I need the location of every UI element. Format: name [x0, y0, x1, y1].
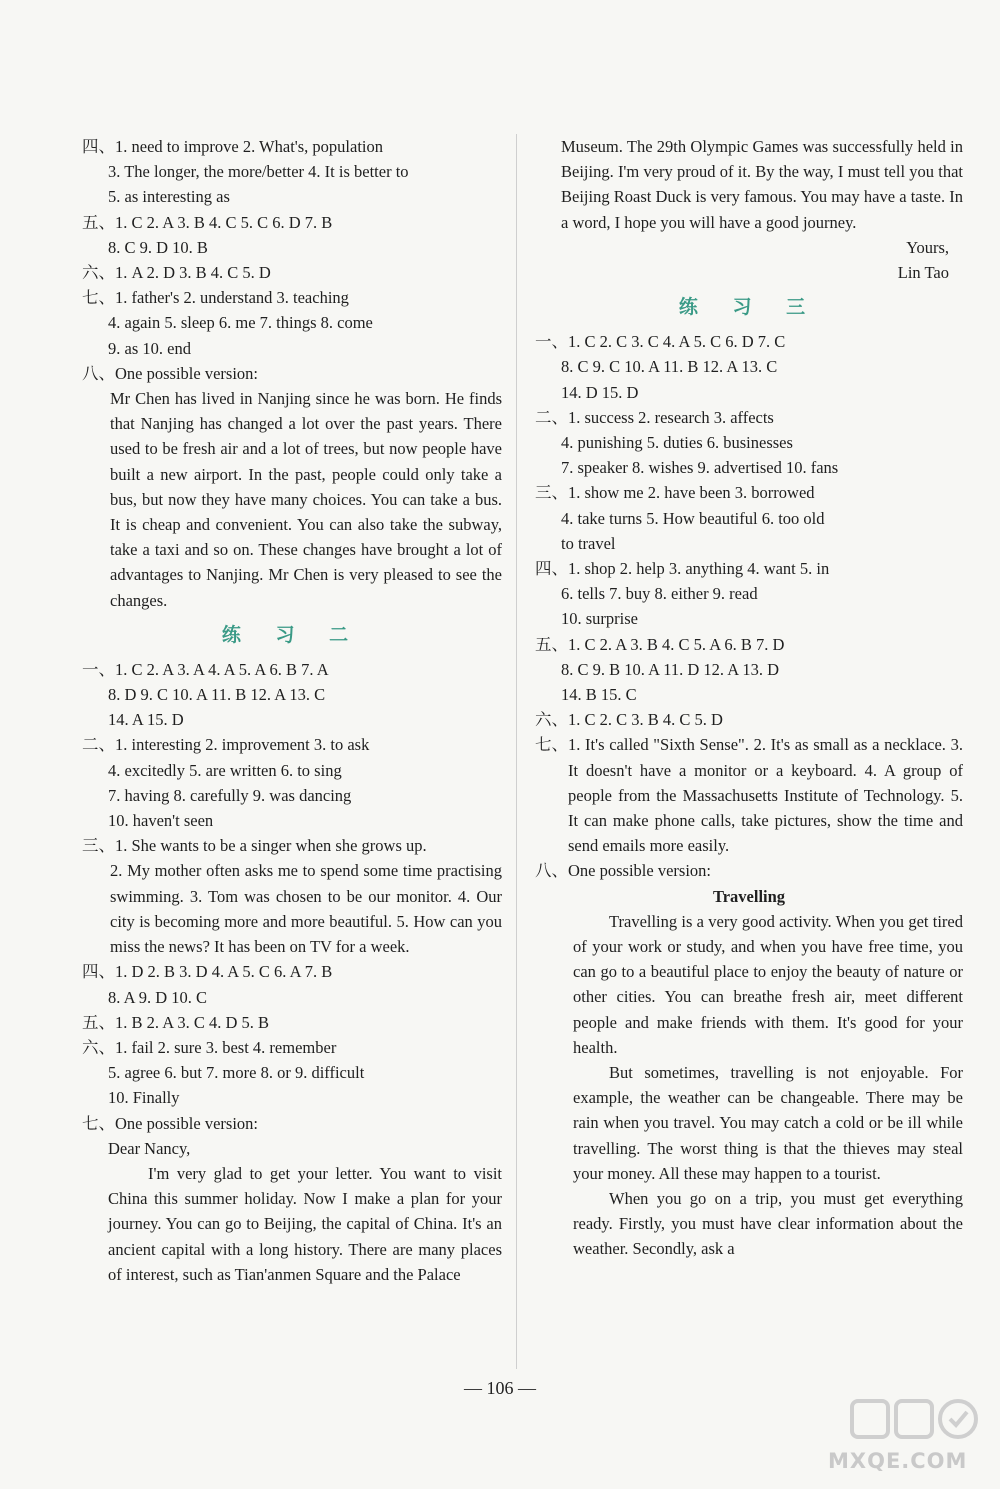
answer-line [535, 380, 963, 405]
answer-line [82, 235, 502, 260]
watermark-text: MXQE.COM [828, 1449, 968, 1473]
answer-text: 14. B 15. C [561, 685, 637, 705]
part-label: 五、 [535, 634, 568, 654]
answer-line [535, 455, 963, 480]
part-label: 六、 [535, 710, 568, 730]
part-label: 四、 [82, 137, 115, 156]
letter-closing: Yours, [906, 237, 949, 257]
answer-line [82, 657, 502, 682]
answer-text: 8. C 9. C 10. A 11. B 12. A 13. C [561, 357, 778, 377]
answer-line [82, 732, 502, 757]
section-title-exercise-2: 练 习 二 [221, 623, 363, 646]
answer-text: 1. show me 2. have been 3. borrowed [568, 483, 815, 503]
answer-text: 4. excitedly 5. are written 6. to sing [108, 760, 342, 780]
answer-text: 10. Finally [108, 1088, 180, 1108]
reading-answers [535, 732, 963, 858]
answer-text: 1. C 2. C 3. C 4. A 5. C 6. D 7. C [568, 332, 786, 352]
answer-text: 1. C 2. A 3. B 4. C 5. C 6. D 7. B [115, 212, 333, 232]
answer-line [535, 632, 963, 657]
answer-text: 1. A 2. D 3. B 4. C 5. D [115, 263, 271, 283]
answer-line [535, 480, 963, 505]
part-label: 四、 [82, 962, 115, 982]
part-label: 三、 [535, 483, 568, 503]
answer-line [535, 657, 963, 682]
part-label: 六、 [82, 1037, 115, 1057]
essay-title: Travelling [712, 886, 786, 906]
part-label: 三、 [82, 836, 115, 856]
answer-line [82, 1035, 502, 1060]
answer-text: 10. haven't seen [108, 811, 214, 831]
answer-text: 6. tells 7. buy 8. either 9. read [561, 584, 758, 604]
answer-text: One possible version: [115, 1113, 258, 1133]
part-label: 四、 [535, 559, 568, 579]
part-label-7: 七、 [535, 735, 568, 755]
answer-line [535, 430, 963, 455]
part-label: 七、 [82, 1113, 115, 1133]
section-title-exercise-3: 练 习 三 [678, 296, 820, 319]
answer-text: 4. again 5. sleep 6. me 7. things 8. come [108, 313, 373, 333]
part-8-line [535, 858, 963, 883]
answer-line [82, 833, 502, 858]
answer-line [82, 1010, 502, 1035]
answer-text: 14. A 15. D [108, 710, 184, 730]
answer-text: 1. C 2. A 3. B 4. C 5. A 6. B 7. D [568, 634, 785, 654]
answer-text: 4. take turns 5. How beautiful 6. too old [561, 508, 825, 528]
answer-line [82, 210, 502, 235]
left-answers-part1 [82, 134, 502, 386]
answer-text: 1. success 2. research 3. affects [568, 407, 774, 427]
answer-text: 8. C 9. D 10. B [108, 237, 208, 257]
essay-paragraph-1: Travelling is a very good activity. When you get tired of your work or study, and when you have free time, you can go to a beautiful place to enjoy the beauty of nature or other cities. You can breathe fresh air, meet different people and make friends with them. It's good for your health. [573, 911, 963, 1057]
answer-text: 8. D 9. C 10. A 11. B 12. A 13. C [108, 685, 326, 705]
answer-line [82, 682, 502, 707]
answer-text: 1. D 2. B 3. D 4. A 5. C 6. A 7. B [115, 962, 333, 982]
essay-paragraph-2: But sometimes, travelling is not enjoyable. For example, the weather can be changeable. There may be rain when you travel. You may catch a cold or be ill while travelling. The worst thing is that the thieves may steal your money. All these may happen to a tourist. [573, 1062, 963, 1183]
answer-line [535, 354, 963, 379]
reading-answers-text: 1. It's called "Sixth Sense". 2. It's as small as a necklace. 3. It doesn't have a monitor or a keyboard. 4. A group of people from the Massachusetts Institute of Technology. 5. It can make phone calls, take pictures, show the time and send emails more easily. [568, 735, 963, 856]
right-column [535, 134, 963, 1262]
part-label: 八、 [82, 363, 115, 383]
answer-line [82, 758, 502, 783]
answer-line [82, 707, 502, 732]
answer-text: 9. as 10. end [108, 338, 191, 358]
left-column [82, 134, 502, 1287]
answer-line [82, 361, 502, 386]
answer-line [535, 682, 963, 707]
answer-text: 1. C 2. A 3. A 4. A 5. A 6. B 7. A [115, 659, 329, 679]
part-label: 五、 [82, 212, 115, 232]
answer-text: 3. The longer, the more/better 4. It is better to [108, 162, 409, 182]
answer-line [535, 581, 963, 606]
answer-line [82, 134, 502, 159]
answer-line [82, 1111, 502, 1136]
part-8-text: One possible version: [568, 861, 711, 881]
answer-line [535, 606, 963, 631]
answer-text: One possible version: [115, 363, 258, 383]
answer-text: 1. C 2. C 3. B 4. C 5. D [568, 710, 723, 730]
answer-text: 7. having 8. carefully 9. was dancing [108, 785, 352, 805]
answer-line [82, 310, 502, 335]
answer-line [535, 506, 963, 531]
answer-line [82, 336, 502, 361]
answer-line [82, 985, 502, 1010]
answer-text: 10. surprise [561, 609, 638, 629]
part-label: 六、 [82, 263, 115, 283]
essay-paragraph-3: When you go on a trip, you must get everything ready. Firstly, you must have clear information about the weather. Secondly, ask a [573, 1188, 963, 1259]
answer-text: 14. D 15. D [561, 382, 639, 402]
letter-signature: Lin Tao [897, 263, 949, 283]
answer-line [82, 1136, 502, 1161]
answer-line [82, 159, 502, 184]
answer-line [82, 808, 502, 833]
part-label: 五、 [82, 1012, 115, 1032]
answer-line [82, 285, 502, 310]
answer-text: 1. father's 2. understand 3. teaching [115, 288, 349, 308]
answer-line [82, 1085, 502, 1110]
part-label: 二、 [535, 407, 568, 427]
page-number: — 106 — [464, 1378, 536, 1398]
answer-text: 8. C 9. B 10. A 11. D 12. A 13. D [561, 659, 780, 679]
answer-text: 8. A 9. D 10. C [108, 987, 208, 1007]
answer-line [82, 1060, 502, 1085]
answer-text: to travel [561, 533, 616, 553]
answer-text: 1. fail 2. sure 3. best 4. remember [115, 1037, 337, 1057]
part-label: 一、 [82, 659, 115, 679]
part-label: 一、 [535, 332, 568, 352]
watermark [828, 1397, 978, 1475]
answer-text: 1. shop 2. help 3. anything 4. want 5. in [568, 559, 830, 579]
answer-line [535, 707, 963, 732]
right-answers-part1 [535, 329, 963, 732]
answer-line [535, 556, 963, 581]
answer-line [535, 531, 963, 556]
answer-line [82, 184, 502, 209]
answer-text: 5. agree 6. but 7. more 8. or 9. difficult [108, 1063, 365, 1083]
answer-line [82, 959, 502, 984]
answer-text: 7. speaker 8. wishes 9. advertised 10. fans [561, 458, 839, 478]
answer-text: 1. interesting 2. improvement 3. to ask [115, 735, 370, 755]
left-answers-part2 [82, 657, 502, 859]
watermark-logo-icon [850, 1397, 980, 1441]
answer-text: Dear Nancy, [108, 1138, 191, 1158]
answer-text: 4. punishing 5. duties 6. businesses [561, 433, 793, 453]
answer-line [82, 260, 502, 285]
part-label-8: 八、 [535, 861, 568, 881]
answer-text: 1. She wants to be a singer when she grows up. [115, 836, 427, 856]
answer-line [535, 405, 963, 430]
answer-line [82, 783, 502, 808]
part-label: 七、 [82, 288, 115, 308]
part-label: 二、 [82, 735, 115, 755]
left-answers-part3 [82, 959, 502, 1161]
letter-body: I'm very glad to get your letter. You want to visit China this summer holiday. Now I make a plan for your journey. You can go to Beijing, the capital of China. It's an ancient capital with a long history. There are many places of interest, such as Tian'anmen Square and the Palace [108, 1163, 502, 1284]
sentence-translations: 2. My mother often asks me to spend some time practising swimming. 3. Tom was chosen to be our monitor. 4. Our city is becoming more and more beautiful. 5. How can you miss the news? It has been on TV for a week. [110, 861, 502, 957]
answer-text: 1. need to improve 2. What's, population [115, 137, 383, 156]
answer-line [535, 329, 963, 354]
essay-nanjing: Mr Chen has lived in Nanjing since he was born. He finds that Nanjing has changed a lot over the past years. There used to be fresh air and a lot of trees, but now people have built a new airport. In the past, people could only take a bus, but now they have many choices. You can take a bus. It is cheap and convenient. You can also take the subway, take a taxi and so on. These changes have brought a lot of advantages to Nanjing. Mr Chen is very pleased to see the changes. [110, 389, 502, 610]
answer-text: 5. as interesting as [108, 187, 230, 207]
answer-text: 1. B 2. A 3. C 4. D 5. B [115, 1012, 270, 1032]
letter-continuation: Museum. The 29th Olympic Games was successfully held in Beijing. I'm very proud of it. By the way, I must tell you that Beijing Roast Duck is very famous. You may have a taste. In a word, I hope you will have a good journey. [561, 137, 963, 232]
